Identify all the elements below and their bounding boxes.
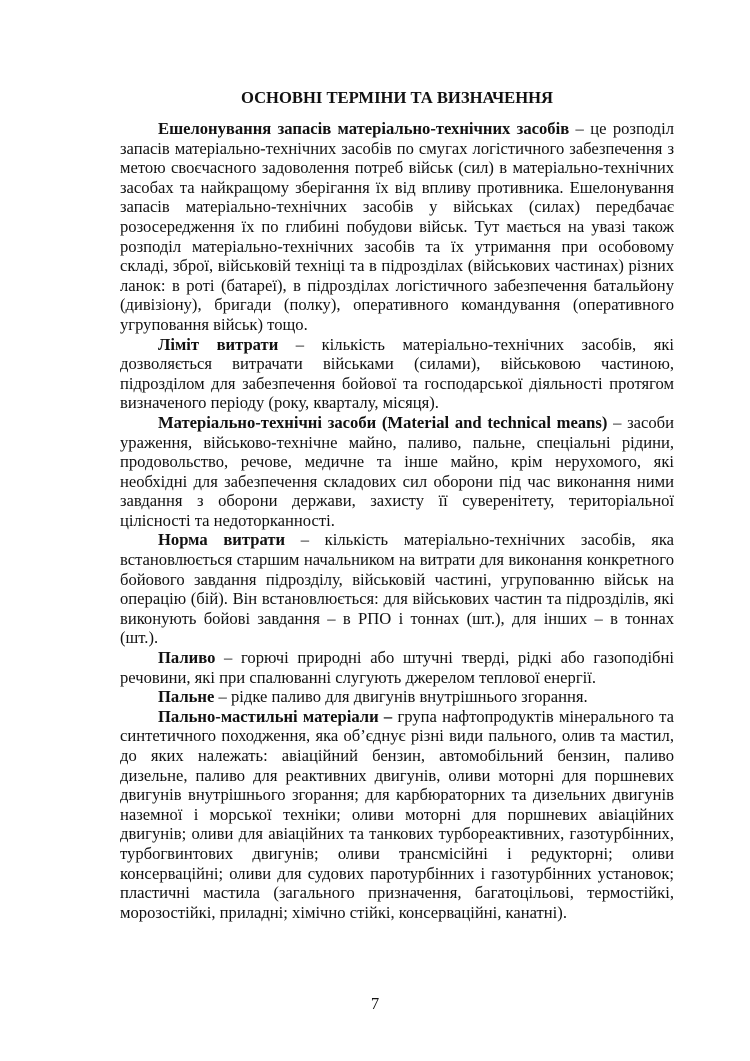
definition-text: – це розподіл запасів матеріально-технічних засобів по смугах логістичного забезпечення з метою своєчасного задоволення потреб військ (сил) в матеріально-технічних засобах та найкращому зберігання їх від впливу противника. Ешелонування запасів матеріально-технічних засобів у військах (силах) передбачає розосередження їх по глибині побудови військ. Тут мається на увазі також розподіл матеріально-технічних засобів та їх утримання при особовому складі, зброї, військовій техніці та в підрозділах (військових частинах) різних ланок: в роті (батареї), в підрозділах логістичного забезпечення батальйону (дивізіону), бригади (полку), оперативного командування (оперативного угруповання військ) тощо. (120, 119, 675, 334)
term: Ешелонування запасів матеріально-технічних засобів (158, 119, 570, 138)
definition-text: – засоби ураження, військово-технічне майно, паливо, пальне, спеціальні рідини, продовольство, речове, медичне та інше майно, крім нерухомого, які необхідні для забезпечення складових сил оборони під час виконання ними завдання з оборони держави, захисту її суверенітету, територіальної цілісності та недоторканності. (120, 412, 674, 530)
term: Пальне (158, 687, 215, 707)
definition-text: – кількість матеріально-технічних засобів, яка встановлюється старшим начальником на витрати для виконання конкретного бойового завдання підрозділу, військовій частині, угрупованню військ на операцію (бій). Він встановлюється: для військових частин та підрозділів, які виконують бойові завдання – в РПО і тоннах (шт.), для інших – в тоннах (шт.). (120, 530, 675, 648)
term: Норма витрати (158, 530, 286, 550)
term: Ліміт витрати (158, 334, 279, 354)
definition-text: – горючі природні або штучні тверді, рідкі або газоподібні речовини, які при спалюванні слугують джерелом теплової енергії. (120, 648, 674, 687)
definition-paragraph (120, 119, 674, 335)
definition-paragraph (120, 687, 674, 707)
definition-paragraph (120, 648, 674, 687)
definition-paragraph (120, 707, 674, 923)
term: Паливо (158, 648, 216, 668)
definition-text: – кількість матеріально-технічних засобів, які дозволяється витрачати військами (силами), військовою частиною, підрозділом для забезпечення бойової та господарської діяльності протягом визначеного періоду (року, кварталу, місяця). (120, 334, 675, 413)
definition-text: – рідке паливо для двигунів внутрішнього згорання. (214, 687, 588, 707)
definition-text: група нафтопродуктів мінерального та синтетичного походження, яка об’єднує різні види пального, олив та мастил, до яких належать: авіаційний бензин, автомобільний бензин, паливо дизельне, паливо для реактивних двигунів, оливи моторні для поршневих двигунів внутрішнього згорання; для карбюраторних та дизельних двигунів наземної і морської техніки; оливи моторні для поршневих авіаційних двигунів; оливи для авіаційних та танкових турбореактивних, газотурбінних, турбогвинтових двигунів; оливи трансмісійні і редукторні; оливи консерваційні; оливи для судових паротурбінних і газотурбінних установок; пластичні мастила (загального призначення, багатоцільові, термостійкі, морозостійкі, приладні; хімічно стійкі, консерваційні, канатні). (120, 706, 674, 922)
page-number: 7 (370, 994, 380, 1013)
term: Пально-мастильні матеріали – (158, 706, 393, 726)
page-heading: ОСНОВНІ ТЕРМІНИ ТА ВИЗНАЧЕННЯ (240, 88, 554, 107)
definition-paragraph (120, 413, 674, 531)
document-body (120, 88, 674, 922)
term: Матеріально-технічні засоби (Material and technical means) (158, 412, 608, 432)
definition-paragraph (120, 335, 674, 413)
definition-paragraph (120, 530, 674, 648)
